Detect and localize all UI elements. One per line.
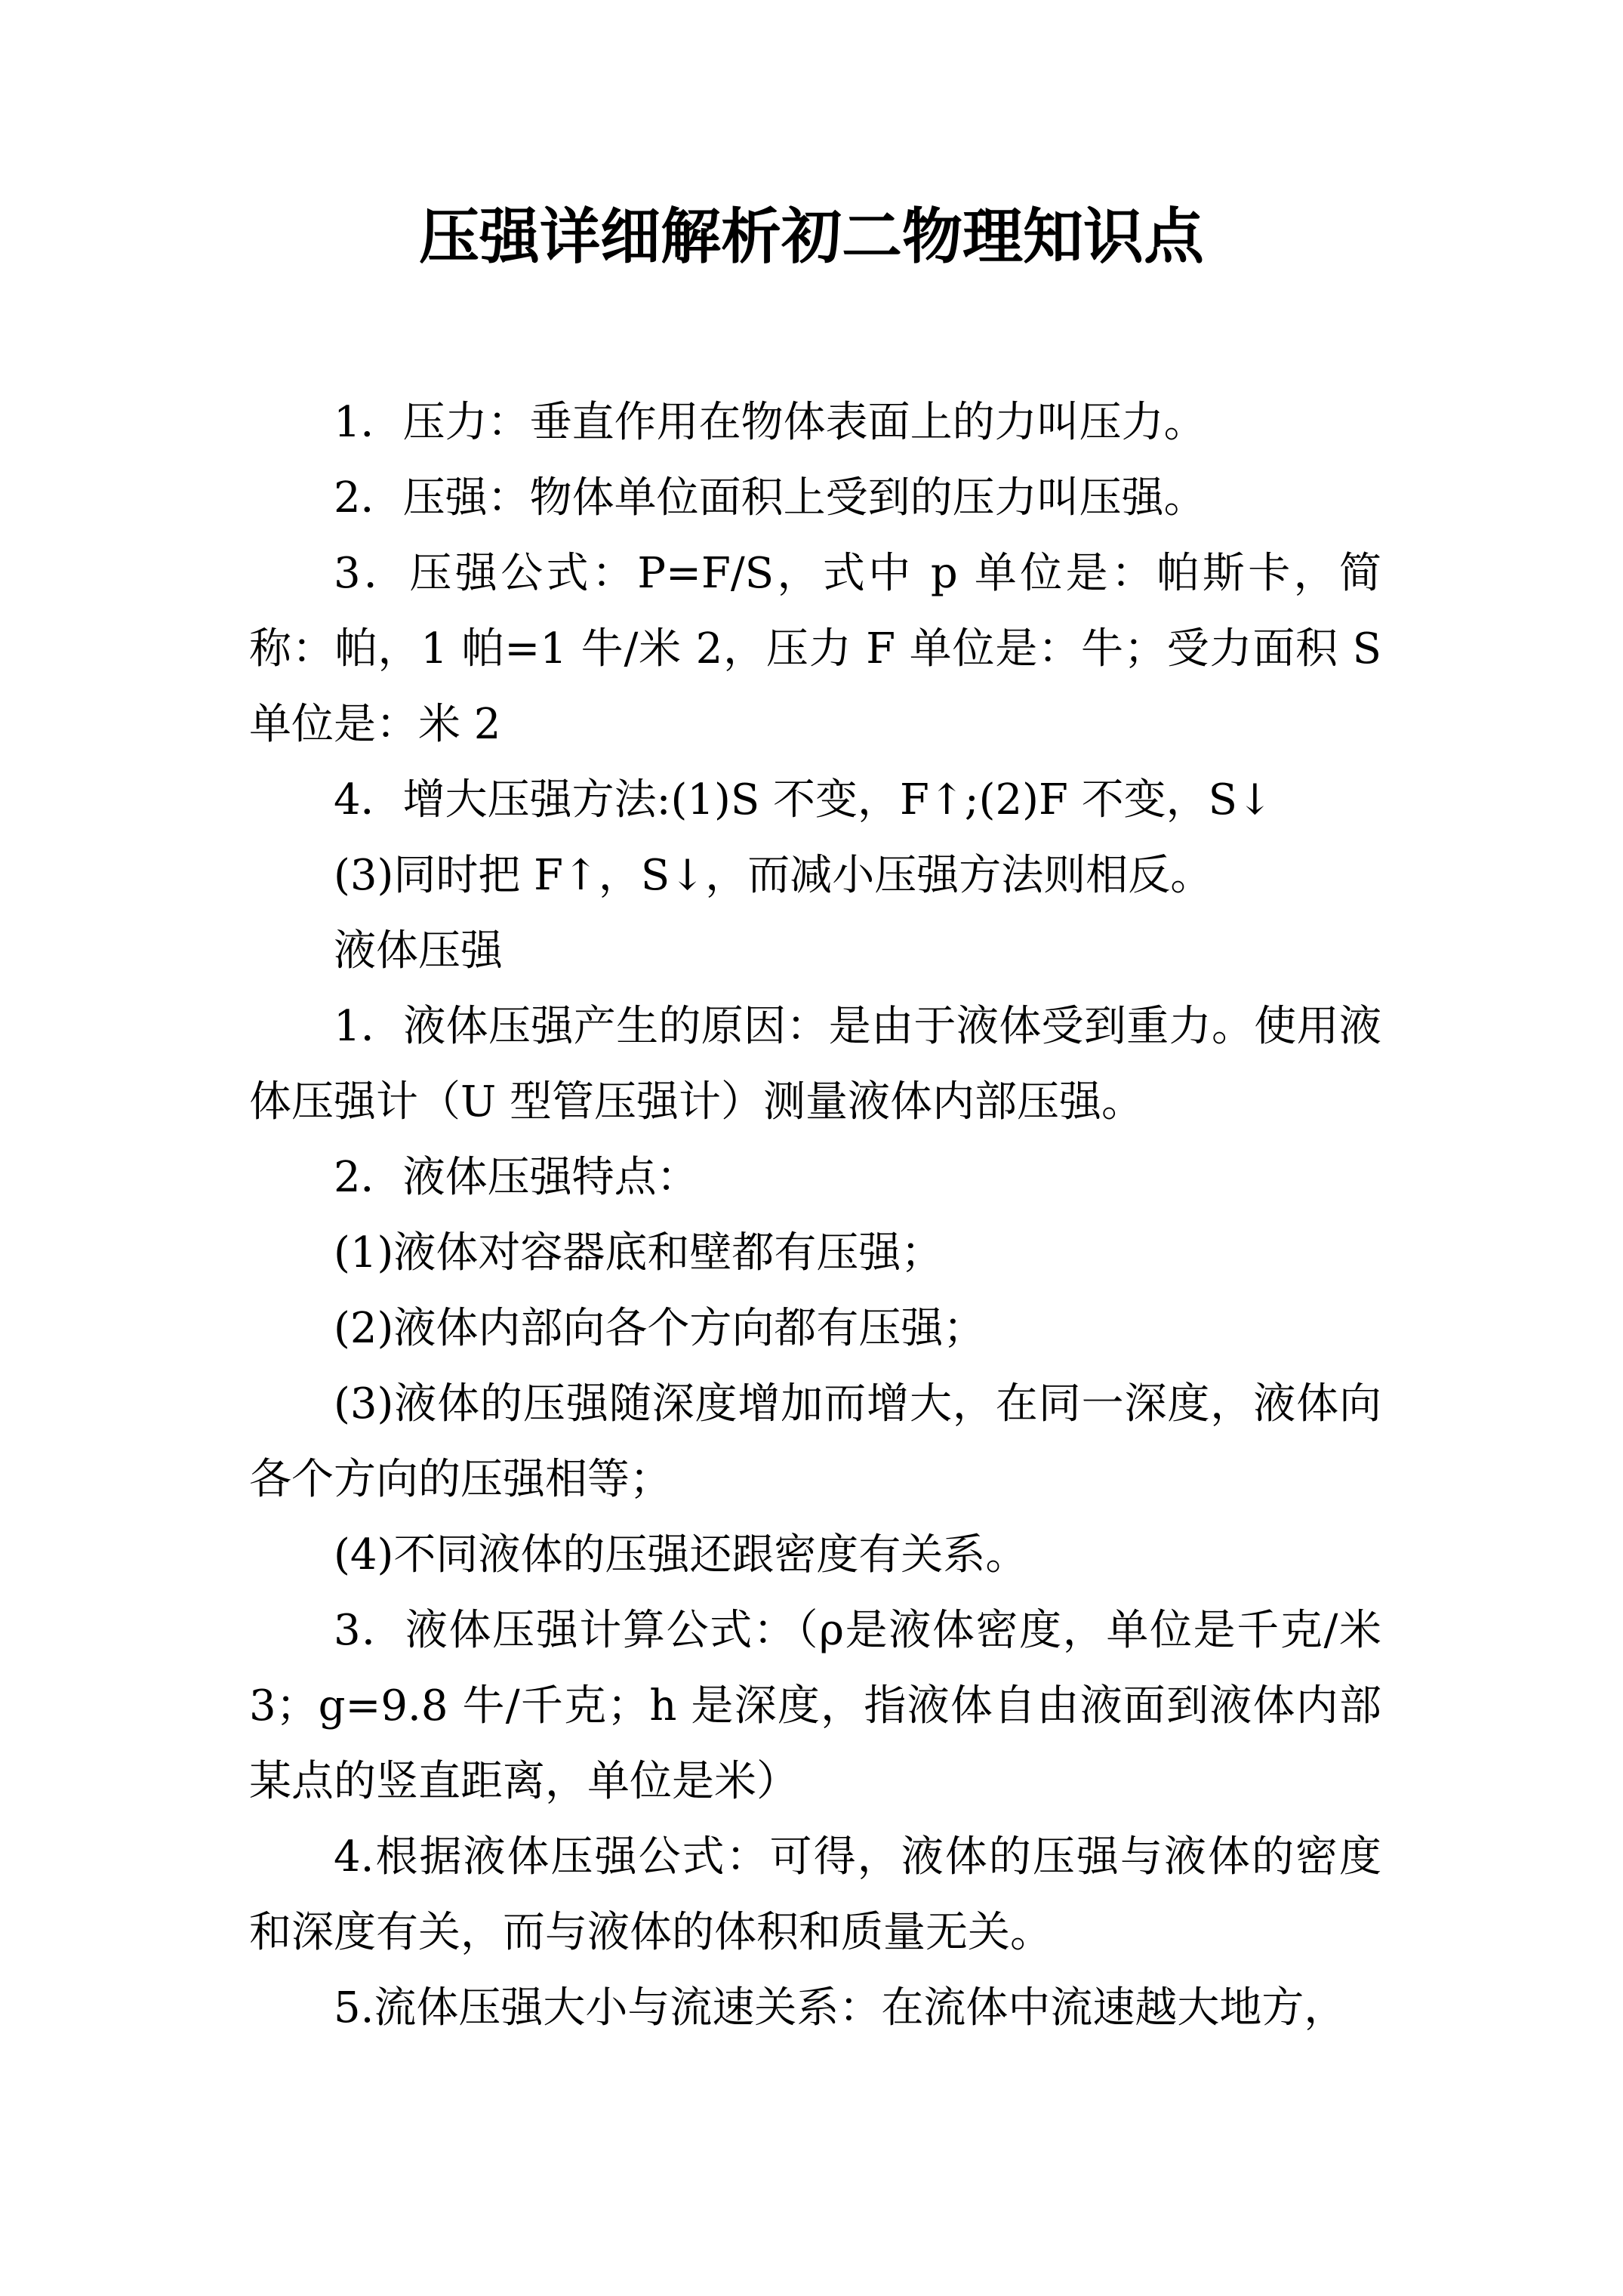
paragraph-formula-conclusion: 4.根据液体压强公式：可得，液体的压强与液体的密度和深度有关，而与液体的体积和质量无关。 — [249, 1832, 1381, 1957]
paragraph-liquid-pressure-formula: 3．液体压强计算公式：（ρ是液体密度，单位是千克/米 3；g=9.8 牛/千克；h 是深度，指液体自由液面到液体内部某点的竖直距离，单位是米） — [249, 1606, 1381, 1806]
paragraph-feature-4: (4)不同液体的压强还跟密度有关系。 — [334, 1530, 1028, 1579]
paragraph-pressure-definition: 1．压力：垂直作用在物体表面上的力叫压力。 — [334, 398, 1206, 447]
document-body — [249, 385, 1381, 2046]
paragraph-feature-2: (2)液体内部向各个方向都有压强； — [334, 1304, 986, 1353]
paragraph-liquid-pressure-features: 2．液体压强特点： — [334, 1153, 699, 1202]
paragraph-fluid-pressure-speed: 5.流体压强大小与流速关系：在流体中流速越大地方， — [334, 1983, 1347, 2032]
paragraph-liquid-pressure-cause: 1．液体压强产生的原因：是由于液体受到重力。使用液体压强计（U 型管压强计）测量液体内部压强。 — [249, 1002, 1381, 1126]
paragraph-feature-3: (3)液体的压强随深度增加而增大，在同一深度，液体向各个方向的压强相等； — [249, 1379, 1381, 1504]
paragraph-increase-pressure-methods: 4．增大压强方法:(1)S 不变，F↑;(2)F 不变，S↓ — [334, 775, 1273, 824]
section-heading-liquid-pressure: 液体压强 — [334, 926, 503, 975]
paragraph-increase-pressure-method-3: (3)同时把 F↑，S↓，而减小压强方法则相反。 — [334, 851, 1213, 900]
paragraph-feature-1: (1)液体对容器底和壁都有压强； — [334, 1228, 944, 1277]
paragraph-pressure-formula: 3．压强公式：P=F/S，式中 p 单位是：帕斯卡，简称：帕，1 帕=1 牛/米 2，压力 F 单位是：牛；受力面积 S 单位是：米 2 — [249, 549, 1381, 749]
paragraph-pressure-intensity-definition: 2．压强：物体单位面积上受到的压力叫压强。 — [334, 473, 1206, 522]
document-title: 压强详细解析初二物理知识点 — [419, 201, 1204, 272]
